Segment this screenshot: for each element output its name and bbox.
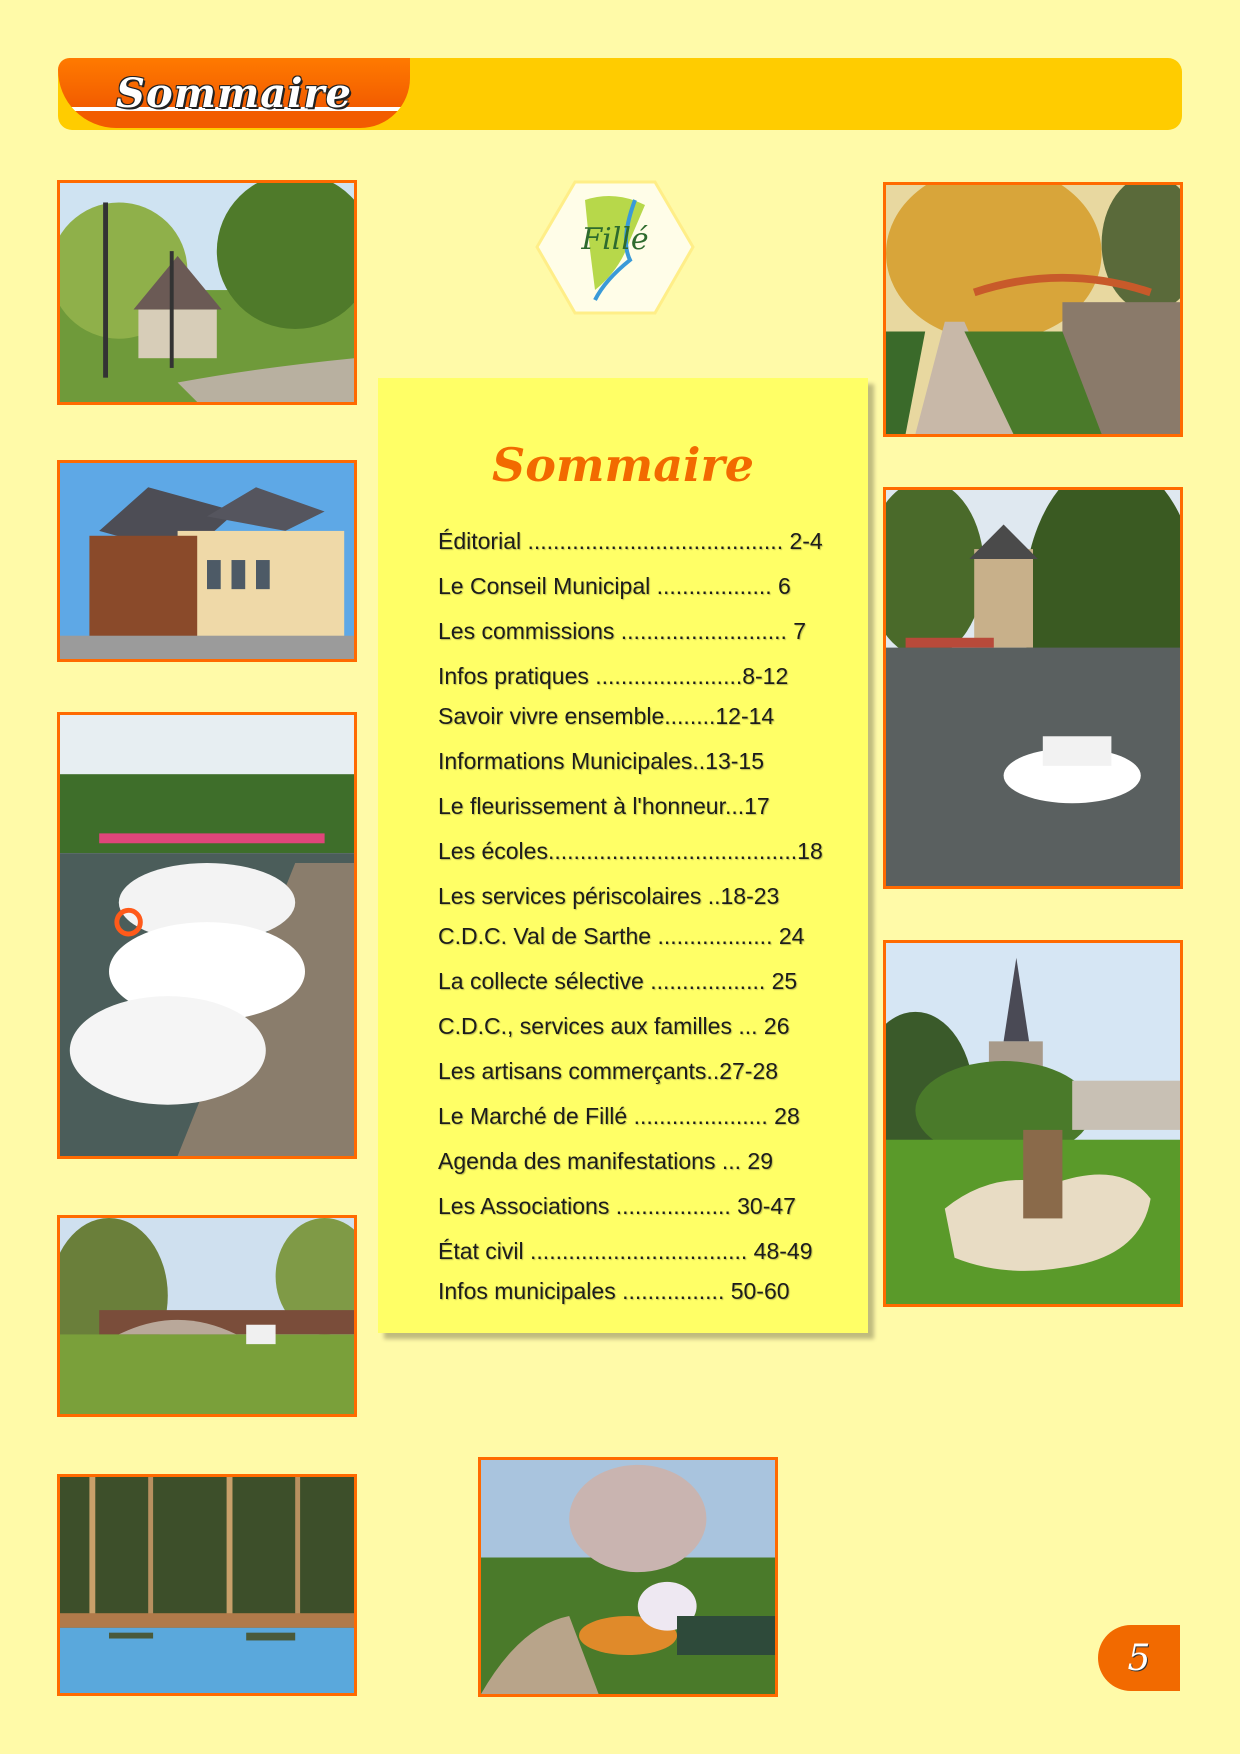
garden-park-photo — [478, 1457, 778, 1697]
header-tab — [58, 58, 410, 128]
toc-item[interactable]: Le fleurissement à l'honneur...17 — [438, 793, 770, 819]
toc-item[interactable]: Éditorial ........................................ 2-4 — [438, 528, 823, 554]
mill-river-boat-photo — [883, 487, 1183, 889]
lake-fishing-photo — [57, 1474, 357, 1696]
toc-item[interactable]: Infos municipales ................ 50-60 — [438, 1278, 790, 1304]
toc-item[interactable]: C.D.C. Val de Sarthe .................. 24 — [438, 923, 805, 949]
toc-item[interactable]: Les artisans commerçants..27-28 — [438, 1058, 779, 1084]
toc-item[interactable]: Les Associations .................. 30-47 — [438, 1193, 796, 1219]
fille-logo — [535, 180, 695, 315]
toc-item[interactable]: Informations Municipales..13-15 — [438, 748, 764, 774]
toc-title: Sommaire — [491, 438, 755, 492]
toc-item[interactable]: Agenda des manifestations ... 29 — [438, 1148, 773, 1174]
toc-item[interactable]: Infos pratiques .......................8-12 — [438, 663, 789, 689]
marina-boats-photo — [57, 712, 357, 1159]
header-title: Sommaire — [116, 69, 352, 117]
village-street-lamp-photo — [57, 180, 357, 405]
river-path-bridge-photo — [883, 182, 1183, 437]
toc-item[interactable]: Les écoles.......................................18 — [438, 838, 823, 864]
toc-item[interactable]: Les services périscolaires ..18-23 — [438, 883, 780, 909]
stone-bridge-photo — [57, 1215, 357, 1417]
toc-item[interactable]: La collecte sélective .................. 25 — [438, 968, 798, 994]
toc-item[interactable]: C.D.C., services aux familles ... 26 — [438, 1013, 790, 1039]
town-hall-photo — [57, 460, 357, 662]
church-playground-photo — [883, 940, 1183, 1307]
toc-item[interactable]: Le Marché de Fillé ..................... 28 — [438, 1103, 800, 1129]
toc-item[interactable]: Savoir vivre ensemble........12-14 — [438, 703, 775, 729]
toc-item[interactable]: Les commissions .......................... 7 — [438, 618, 807, 644]
page-number: 5 — [1127, 1637, 1151, 1679]
table-of-contents — [378, 378, 868, 1333]
toc-item[interactable]: État civil .................................. 48-49 — [438, 1238, 813, 1264]
logo-text: Fillé — [581, 222, 649, 257]
page-number-tab — [1098, 1625, 1180, 1691]
toc-item[interactable]: Le Conseil Municipal .................. 6 — [438, 573, 791, 599]
